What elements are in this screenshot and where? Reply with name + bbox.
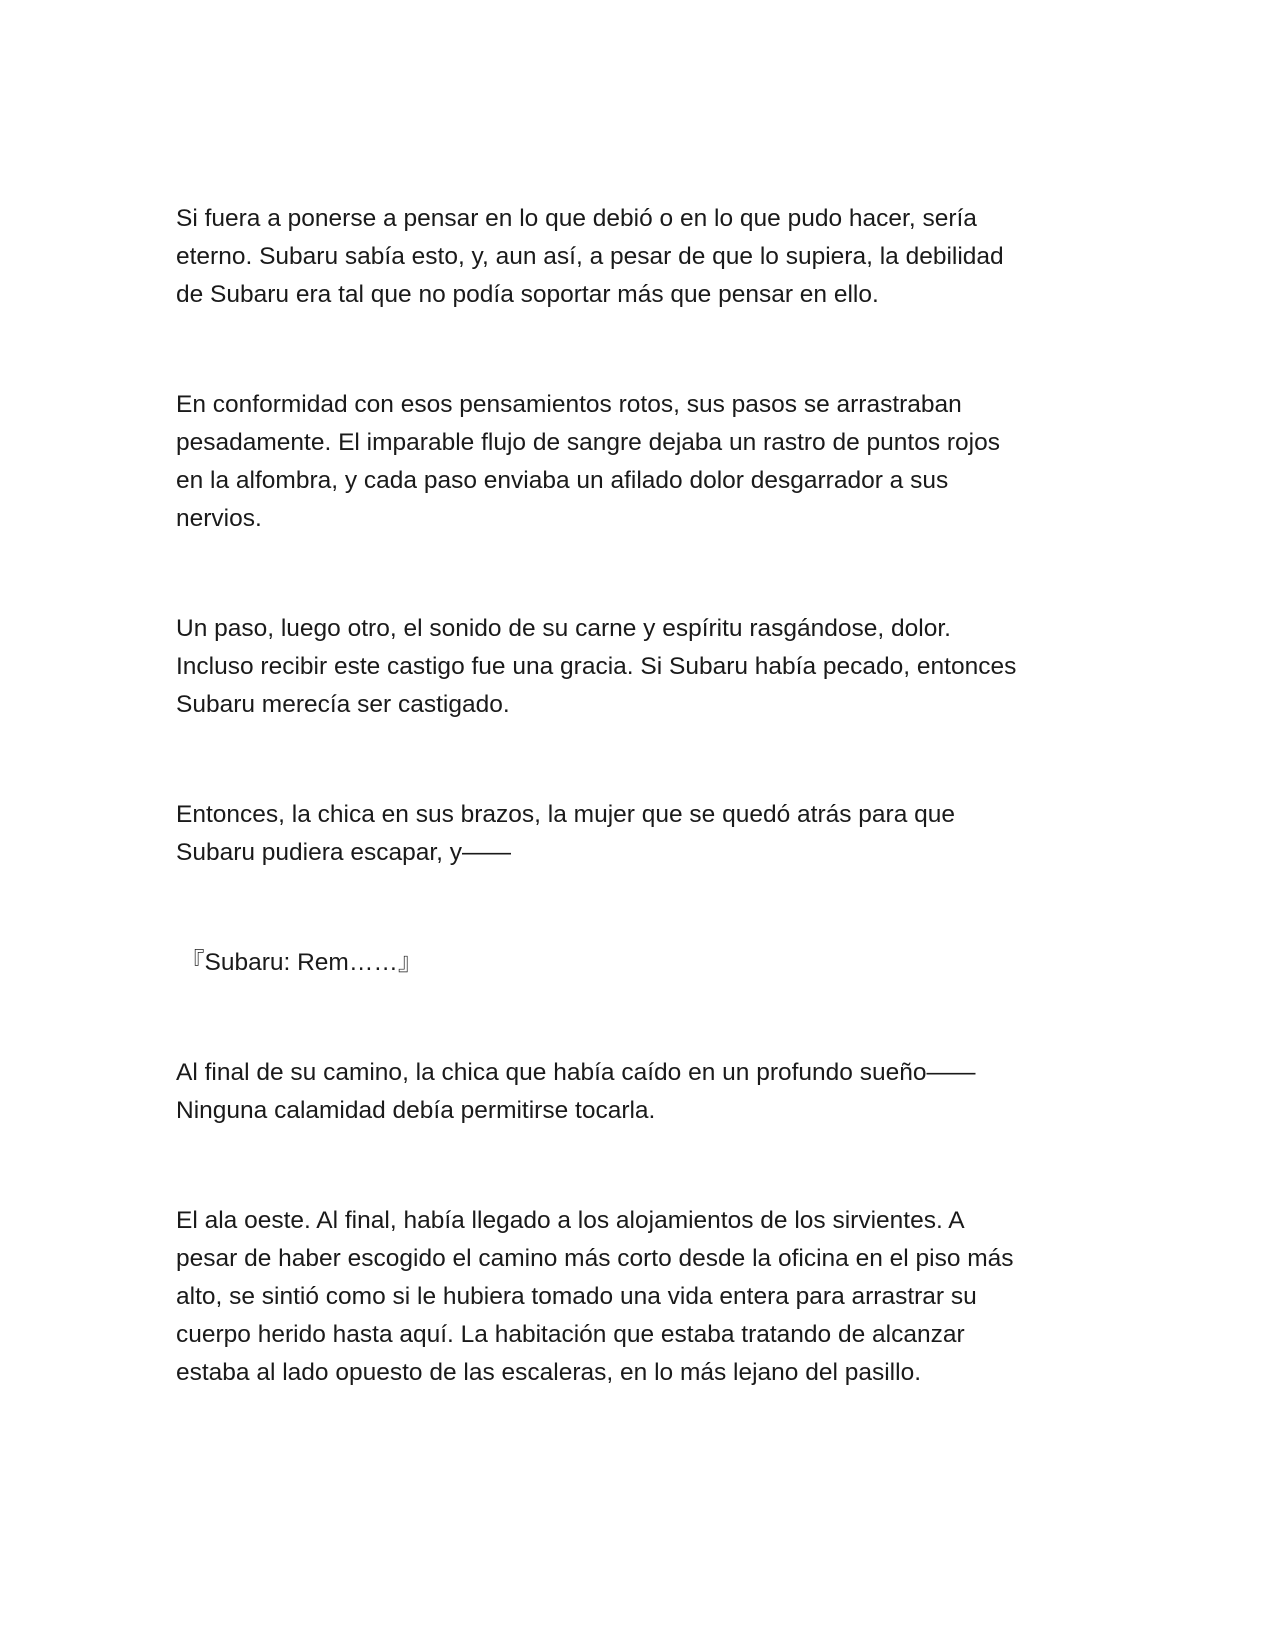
- paragraph-1: Si fuera a ponerse a pensar en lo que debió o en lo que pudo hacer, sería eterno. Subaru sabía esto, y, aun así, a pesar de que lo supiera, la debilidad de Subaru era tal que no podía soportar más que pensar en ello.: [176, 205, 1004, 308]
- paragraph-3: Un paso, luego otro, el sonido de su carne y espíritu rasgándose, dolor. Incluso recibir este castigo fue una gracia. Si Subaru había pecado, entonces Subaru merecía ser castigado.: [176, 615, 1017, 718]
- paragraph-4: Entonces, la chica en sus brazos, la mujer que se quedó atrás para que Subaru pudiera escapar, y——: [176, 801, 956, 866]
- paragraph-6: El ala oeste. Al final, había llegado a los alojamientos de los sirvientes. A pesar de haber escogido el camino más corto desde la oficina en el piso más alto, se sintió como si le hubiera tomado una vida entera para arrastrar su cuerpo herido hasta aquí. La habitación que estaba tratando de alcanzar estaba al lado opuesto de las escaleras, en lo más lejano del pasillo.: [176, 1207, 1014, 1386]
- dialogue-line: 『Subaru: Rem……』: [180, 949, 423, 976]
- paragraph-5: Al final de su camino, la chica que había caído en un profundo sueño—— Ninguna calamidad debía permitirse tocarla.: [176, 1059, 976, 1124]
- paragraph-2: En conformidad con esos pensamientos rotos, sus pasos se arrastraban pesadamente. El imparable flujo de sangre dejaba un rastro de puntos rojos en la alfombra, y cada paso enviaba un afilado dolor desgarrador a sus nervios.: [176, 391, 1000, 532]
- body-text: [176, 200, 1086, 1464]
